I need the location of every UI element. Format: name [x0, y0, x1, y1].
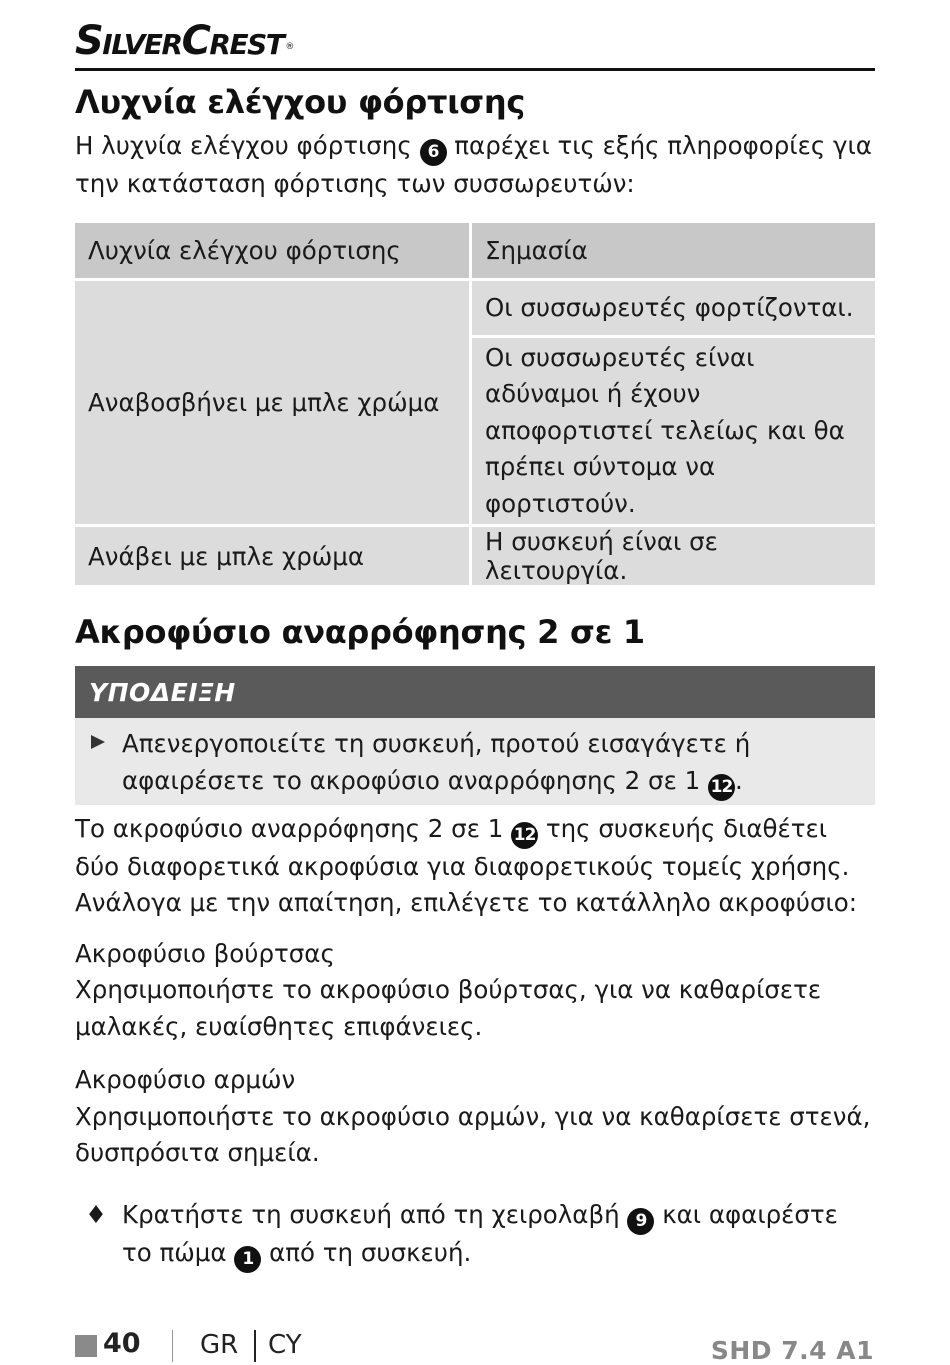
page-content	[75, 80, 875, 1273]
table-cell-low-battery: Οι συσσωρευτές είναι αδύναμοι ή έχουν αποφορτιστεί τελείως και θα πρέπει σύντομα να φορτιστούν.	[472, 338, 875, 525]
note-box	[75, 666, 875, 805]
ref-number-12: 12	[708, 774, 735, 801]
ref-number-6: 6	[420, 139, 447, 166]
note-item: Απενεργοποιείτε τη συσκευή, προτού εισαγάγετε ή αφαιρέσετε το ακροφύσιο αναρρόφησης 2 σε 1 12 .	[75, 726, 861, 801]
footer-divider	[254, 1330, 256, 1362]
crevice-nozzle-text: Χρησιμοποιήστε το ακροφύσιο αρμών, για να καθαρίσετε στενά, δυσπρόσιτα σημεία.	[75, 1101, 871, 1167]
ref-number-1: 1	[234, 1246, 261, 1273]
ref-number-9: 9	[627, 1208, 654, 1235]
footer-language-gr: GR	[200, 1330, 239, 1360]
model-number: SHD 7.4 A1	[710, 1336, 874, 1365]
footer-language-cy: CY	[268, 1330, 302, 1360]
nozzle-body-paragraph: Το ακροφύσιο αναρρόφησης 2 σε 1 12 της συσκευής διαθέτει δύο διαφορετικά ακροφύσια για διαφορετικούς τομείς χρήσης. Ανάλογα με την απαίτηση, επιλέγετε το κατάλληλο ακροφύσιο:	[75, 813, 858, 917]
table-header-meaning: Σημασία	[472, 223, 875, 278]
crevice-nozzle-title: Ακροφύσιο αρμών	[75, 1065, 296, 1094]
table-header-indicator: Λυχνία ελέγχου φόρτισης	[75, 223, 469, 278]
brush-nozzle-title: Ακροφύσιο βούρτσας	[75, 938, 335, 968]
section-heading-charge-indicator: Λυχνία ελέγχου φόρτισης	[75, 83, 526, 121]
arrow-icon	[91, 735, 105, 749]
brush-nozzle-text: Χρησιμοποιήστε το ακροφύσιο βούρτσας, για να καθαρίσετε μαλακές, ευαίσθητες επιφάνειες.	[75, 975, 822, 1041]
diamond-bullet-icon: ♦	[85, 1199, 107, 1229]
section-heading-nozzle: Ακροφύσιο αναρρόφησης 2 σε 1	[75, 613, 645, 651]
step-item: ♦ Κρατήστε τη συσκευή από τη χειρολαβή 9 και αφαιρέστε το πώμα 1 από τη συσκευή.	[75, 1197, 875, 1273]
header-rule	[75, 68, 875, 71]
table-cell-operating: Η συσκευή είναι σε λειτουργία.	[472, 527, 875, 585]
table-cell-steady: Ανάβει με μπλε χρώμα	[75, 527, 469, 585]
footer-square-icon	[75, 1335, 97, 1357]
page-number: 40	[103, 1328, 141, 1359]
brand-logo: SilverCrest ®	[75, 18, 295, 64]
intro-paragraph: Η λυχνία ελέγχου φόρτισης 6 παρέχει τις εξής πληροφορίες για την κατάσταση φόρτισης των συσσωρευτών:	[75, 131, 872, 198]
ref-number-12: 12	[511, 822, 538, 849]
charge-indicator-table	[72, 220, 878, 589]
note-title: ΥΠΟΔΕΙΞΗ	[75, 666, 875, 718]
table-cell-charging: Οι συσσωρευτές φορτίζονται.	[472, 281, 875, 335]
table-cell-blinking: Αναβοσβήνει με μπλε χρώμα	[75, 281, 469, 525]
footer-divider	[172, 1330, 173, 1362]
